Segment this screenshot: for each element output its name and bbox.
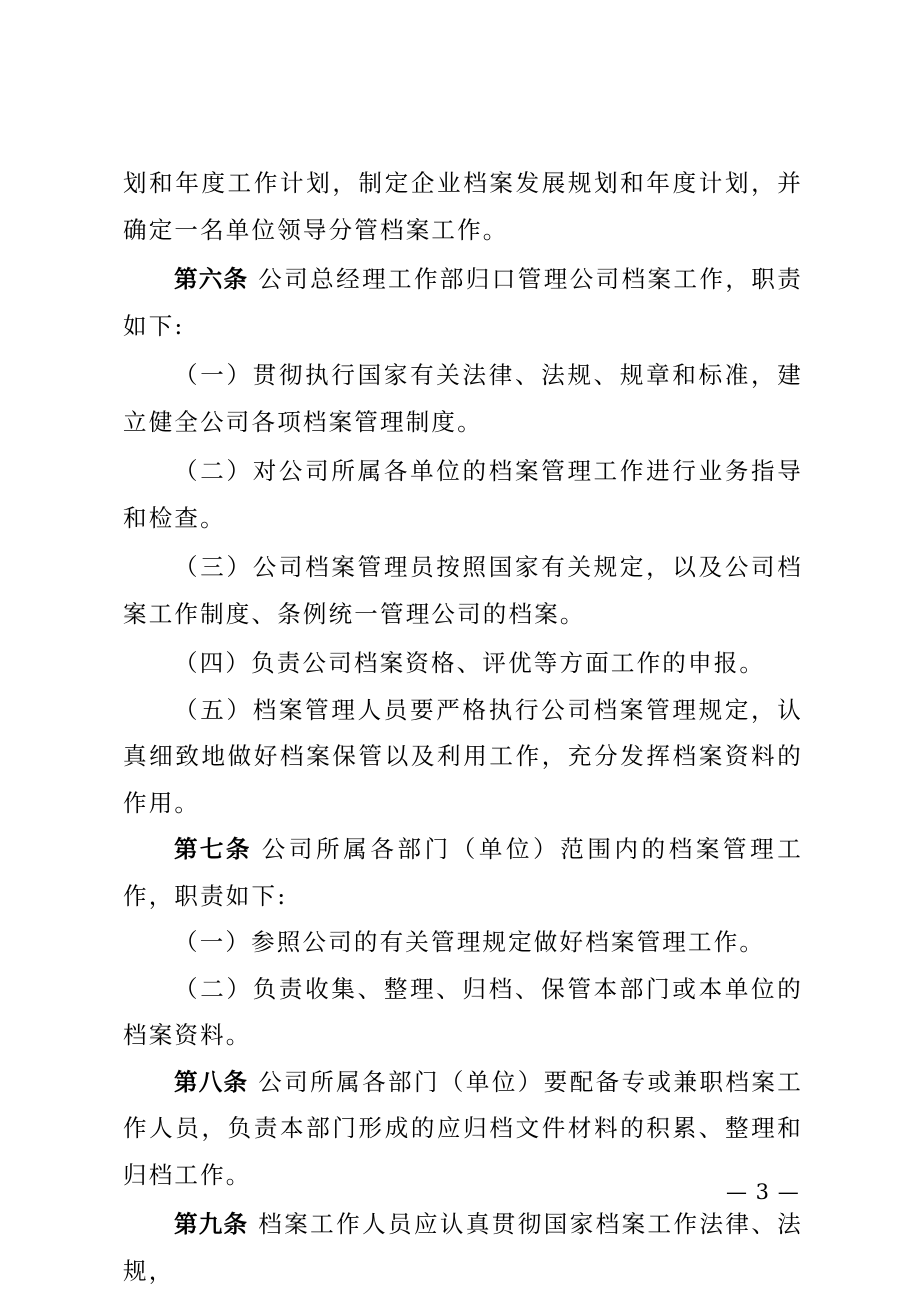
article-heading: 第九条 [174, 1210, 249, 1238]
paragraph-text: 划和年度工作计划，制定企业档案发展规划和年度计划，并确定一名单位领导分管档案工作。 [123, 169, 803, 244]
article-heading: 第七条 [174, 835, 252, 863]
article-text: 公司所属各部门（单位）范围内的档案管理工作，职责如下: [123, 835, 804, 910]
article-text: 公司总经理工作部归口管理公司档案工作，职责如下: [123, 265, 804, 340]
document-body [123, 160, 803, 1294]
article-9 [123, 1201, 803, 1294]
paragraph-continuation [123, 160, 803, 253]
article-heading: 第八条 [174, 1067, 249, 1096]
list-item-text: （三）公司档案管理员按照国家有关规定，以及公司档案工作制度、条例统一管理公司的档案。 [123, 553, 803, 628]
article-6 [123, 256, 803, 349]
list-item-text: （二）对公司所属各单位的档案管理工作进行业务指导和检查。 [123, 457, 803, 532]
list-item [123, 544, 803, 637]
article-heading: 第六条 [174, 265, 249, 293]
page-number: — 3 — [726, 1180, 800, 1204]
list-item [123, 919, 803, 966]
list-item-text: （一）贯彻执行国家有关法律、法规、规章和标准，建立健全公司各项档案管理制度。 [123, 361, 803, 436]
list-item-text: （四）负责公司档案资格、评优等方面工作的申报。 [174, 649, 766, 677]
list-item [123, 687, 803, 827]
list-item [123, 352, 803, 445]
list-item-text: （二）负责收集、整理、归档、保管本部门或本单位的档案资料。 [123, 974, 803, 1049]
list-item [123, 448, 803, 541]
article-8 [123, 1059, 803, 1199]
article-7 [123, 826, 803, 919]
list-item-text: （一）参照公司的有关管理规定做好档案管理工作。 [174, 928, 766, 956]
list-item [123, 640, 803, 687]
article-text: 档案工作人员应认真贯彻国家档案工作法律、法规， [123, 1210, 804, 1285]
list-item-text: （五）档案管理人员要严格执行公司档案管理规定，认真细致地做好档案保管以及利用工作，充分发挥档案资料的作用。 [123, 695, 803, 817]
list-item [123, 966, 803, 1059]
article-text: 公司所属各部门（单位）要配备专或兼职档案工作人员，负责本部门形成的应归档文件材料的积累、整理和归档工作。 [123, 1067, 804, 1189]
